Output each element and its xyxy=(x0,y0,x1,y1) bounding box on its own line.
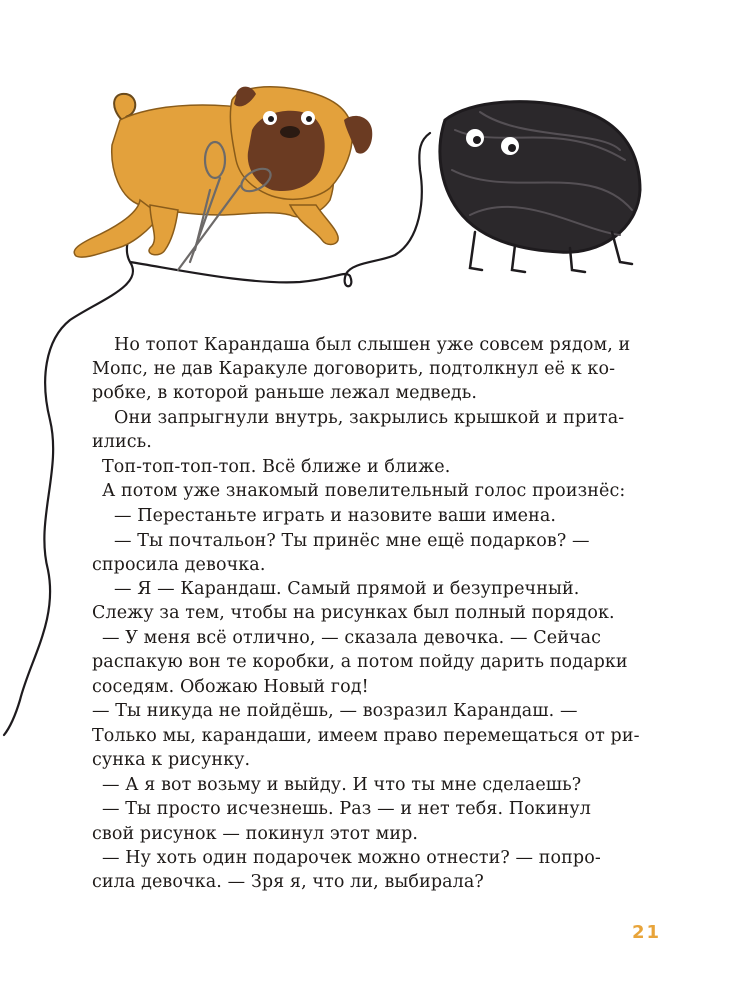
text-line: Но топот Карандаша был слышен уже совсем рядом, и xyxy=(114,335,631,355)
text-line: Они запрыгнули внутрь, закрылись крышкой и прита- xyxy=(114,408,625,428)
text-line: Мопс, не дав Каракуле договорить, подтолкнул её к ко- xyxy=(92,359,616,379)
text-line: сила девочка. — Зря я, что ли, выбирала? xyxy=(92,872,484,892)
text-line: — Ты почтальон? Ты принёс мне ещё подарков? — xyxy=(114,531,590,551)
text-line: — Ты просто исчезнешь. Раз — и нет тебя. Покинул xyxy=(102,799,591,819)
text-line: Слежу за тем, чтобы на рисунках был полный порядок. xyxy=(92,603,615,623)
text-line: — У меня всё отлично, — сказала девочка. — Сейчас xyxy=(102,628,602,648)
text-line: А потом уже знакомый повелительный голос произнёс: xyxy=(102,481,626,501)
text-line: — Я — Карандаш. Самый прямой и безупречный. xyxy=(114,579,580,599)
page-number: 21 xyxy=(632,922,662,943)
text-line: Топ-топ-топ-топ. Всё ближе и ближе. xyxy=(102,457,451,477)
text-line: соседям. Обожаю Новый год! xyxy=(92,677,369,697)
text-line: сунка к рисунку. xyxy=(92,750,251,770)
text-line: свой рисунок — покинул этот мир. xyxy=(92,824,419,844)
text-line: распакую вон те коробки, а потом пойду дарить подарки xyxy=(92,652,628,672)
text-line: — Ты никуда не пойдёшь, — возразил Карандаш. — xyxy=(92,701,578,721)
text-line: — Ну хоть один подарочек можно отнести? — попро- xyxy=(102,848,601,868)
text-line: спросила девочка. xyxy=(92,555,266,575)
text-line: Только мы, карандаши, имеем право перемещаться от ри- xyxy=(92,726,640,746)
text-line: — Перестаньте играть и назовите ваши имена. xyxy=(114,506,557,526)
text-line: ились. xyxy=(92,432,152,452)
text-line: робке, в которой раньше лежал медведь. xyxy=(92,383,478,403)
scribbled-dog-figure xyxy=(440,102,640,272)
text-line: — А я вот возьму и выйду. И что ты мне сделаешь? xyxy=(102,775,582,795)
